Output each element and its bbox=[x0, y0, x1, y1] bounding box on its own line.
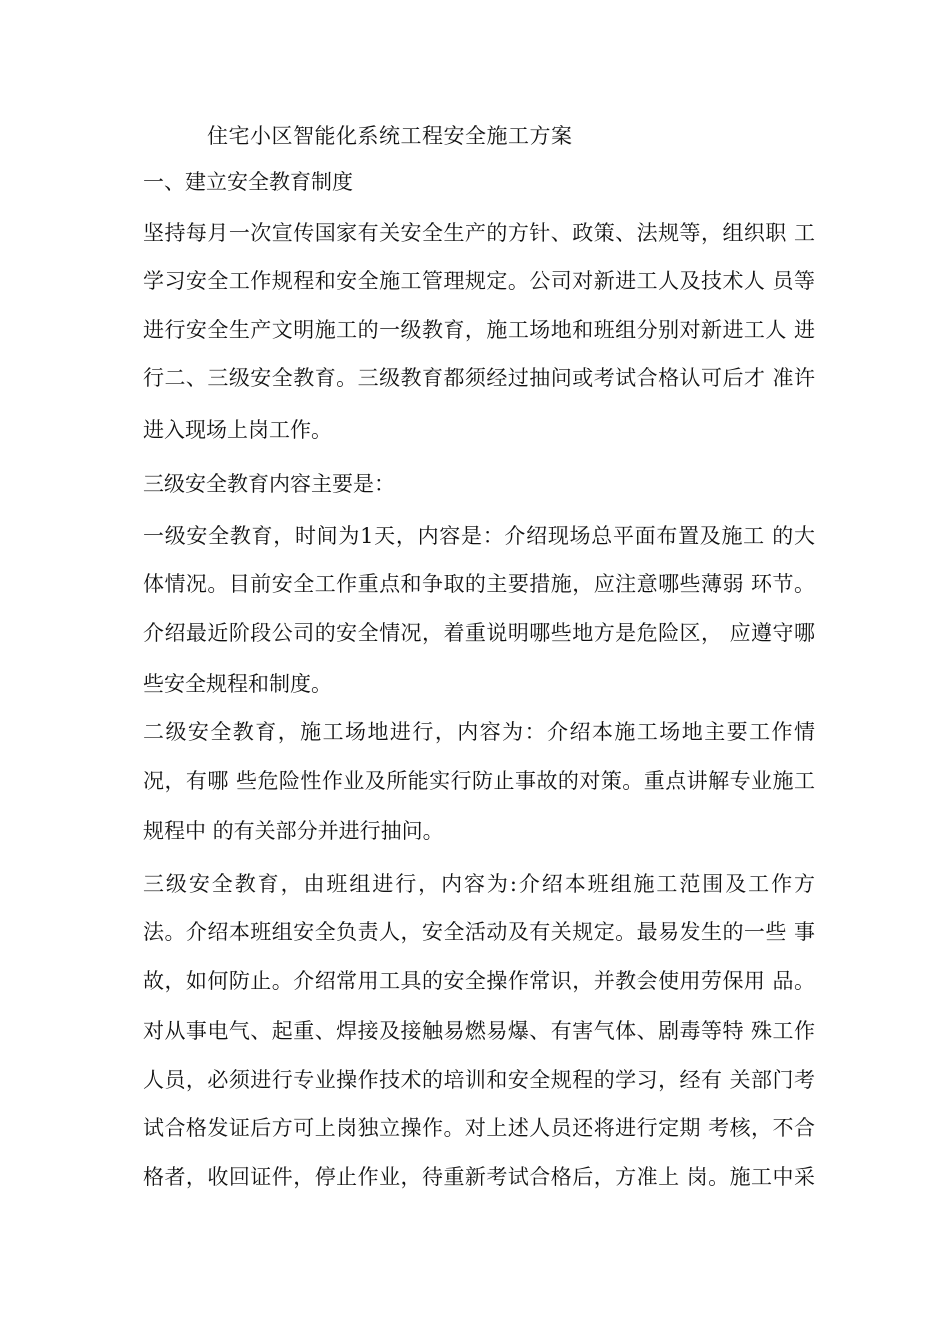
paragraph-line: 一级安全教育，时间为1天，内容是：介绍现场总平面布置及施工 的大 bbox=[143, 524, 815, 548]
paragraph-line: 试合格发证后方可上岗独立操作。对上述人员还将进行定期 考核，不合 bbox=[143, 1116, 815, 1140]
paragraph-line: 法。介绍本班组安全负责人，安全活动及有关规定。最易发生的一些 事 bbox=[143, 920, 815, 944]
paragraph-line: 坚持每月一次宣传国家有关安全生产的方针、政策、法规等，组织职 工 bbox=[143, 221, 815, 245]
paragraph-line: 进行安全生产文明施工的一级教育，施工场地和班组分别对新进工人 进 bbox=[143, 318, 815, 342]
paragraph-line: 况，有哪 些危险性作业及所能实行防止事故的对策。重点讲解专业施工 bbox=[143, 769, 815, 793]
paragraph-line: 体情况。目前安全工作重点和争取的主要措施，应注意哪些薄弱 环节。 bbox=[143, 572, 815, 596]
paragraph-line: 些安全规程和制度。 bbox=[143, 672, 332, 696]
paragraph-line: 故，如何防止。介绍常用工具的安全操作常识，并教会使用劳保用 品。 bbox=[143, 969, 815, 993]
paragraph-line: 进入现场上岗工作。 bbox=[143, 418, 332, 442]
document-title: 住宅小区智能化系统工程安全施工方案 bbox=[207, 124, 573, 148]
paragraph-line: 人员，必须进行专业操作技术的培训和安全规程的学习，经有 关部门考 bbox=[143, 1068, 815, 1092]
paragraph-line: 规程中 的有关部分并进行抽问。 bbox=[143, 819, 444, 843]
section-heading: 一、建立安全教育制度 bbox=[143, 170, 353, 194]
paragraph-line: 三级安全教育内容主要是： bbox=[143, 472, 395, 496]
paragraph-line: 对从事电气、起重、焊接及接触易燃易爆、有害气体、剧毒等特 殊工作 bbox=[143, 1019, 815, 1043]
paragraph-line: 学习安全工作规程和安全施工管理规定。公司对新进工人及技术人 员等 bbox=[143, 269, 815, 293]
paragraph-line: 介绍最近阶段公司的安全情况，着重说明哪些地方是危险区， 应遵守哪 bbox=[143, 621, 815, 645]
paragraph-line: 二级安全教育，施工场地进行，内容为：介绍本施工场地主要工作情 bbox=[143, 720, 815, 744]
paragraph-line: 三级安全教育，由班组进行，内容为:介绍本班组施工范围及工作方 bbox=[143, 872, 815, 896]
paragraph-line: 行二、三级安全教育。三级教育都须经过抽问或考试合格认可后才 准许 bbox=[143, 366, 815, 390]
paragraph-line: 格者，收回证件，停止作业，待重新考试合格后，方准上 岗。施工中采 bbox=[143, 1165, 815, 1189]
